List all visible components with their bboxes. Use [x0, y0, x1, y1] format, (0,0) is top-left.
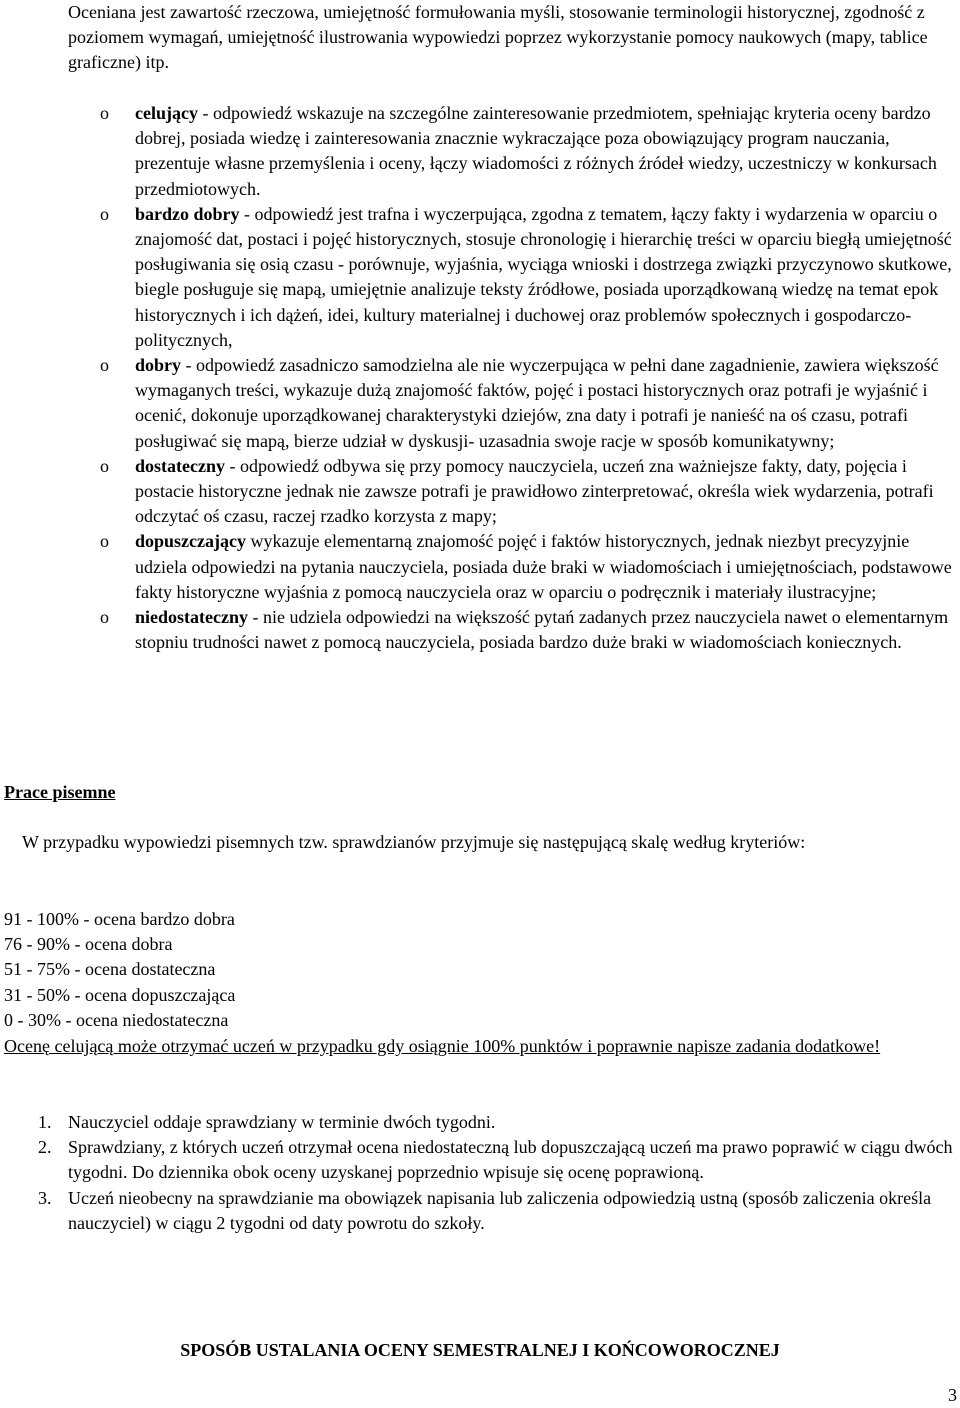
grade-description: wykazuje elementarną znajomość pojęć i faktów historycznych, jednak niezbyt precyzyjnie udziela odpowiedzi na pytania nauczyciela, posiada duże braki w wiadomościach i umiejętnościach, podstawowe fakty historyczne wyjaśnia z pomocą nauczyciela oraz w oparciu o podręcznik i materiały ilustracyjne; — [135, 531, 952, 602]
rule-text: Nauczyciel oddaje sprawdziany w terminie dwóch tygodni. — [68, 1112, 496, 1132]
scale-row: 0 - 30% - ocena niedostateczna — [4, 1009, 229, 1030]
grade-term: niedostateczny — [135, 607, 248, 628]
grade-term: celujący — [135, 103, 198, 123]
bullet-icon: o — [100, 203, 109, 224]
rule-text: Sprawdziany, z których uczeń otrzymał ocena niedostateczną lub dopuszczającą uczeń ma prawo poprawić w ciągu dwóch tygodni. Do dziennika obok oceny uzyskanej poprzednio wpisuje się ocenę poprawioną. — [68, 1137, 953, 1183]
list-item — [38, 1186, 960, 1236]
list-item — [100, 605, 960, 655]
scale-row: 76 - 90% - ocena dobra — [4, 934, 173, 955]
written-work-intro: W przypadku wypowiedzi pisemnych tzw. sprawdzianów przyjmuje się następującą skalę według kryteriów: — [22, 832, 806, 852]
section-title: SPOSÓB USTALANIA OCENY SEMESTRALNEJ I KOŃCOWOROCZNEJ — [180, 1340, 780, 1360]
scale-row: 51 - 75% - ocena dostateczna — [4, 959, 216, 980]
list-item — [100, 529, 960, 605]
intro-paragraph: Oceniana jest zawartość rzeczowa, umiejętność formułowania myśli, stosowanie terminologii historycznej, zgodność z poziomem wymagań, umiejętność ilustrowania wypowiedzi poprzez wykorzystanie pomocy naukowych (mapy, tablice graficzne) itp. — [68, 2, 928, 73]
bullet-icon: o — [100, 607, 109, 628]
top-grade-note: Ocenę celującą może otrzymać uczeń w przypadku gdy osiągnie 100% punktów i poprawnie napisze zadania dodatkowe! — [4, 1036, 881, 1056]
bullet-icon: o — [100, 455, 109, 476]
oral-grade-criteria-list — [100, 101, 960, 655]
grade-term: dostateczny — [135, 455, 225, 476]
grade-description: - odpowiedź wskazuje na szczególne zainteresowanie przedmiotem, spełniając kryteria oceny bardzo dobrej, posiada wiedzę i zainteresowania znacznie wykraczające poza obowiązujący program nauczania, prezentuje własne przemyślenia i oceny, łączy wiadomości z różnych źródeł wiedzy, uczestniczy w konkursach przedmiotowych. — [135, 103, 937, 199]
written-work-heading: Prace pisemne — [4, 782, 116, 802]
rule-number: 2. — [38, 1137, 52, 1158]
rule-number: 3. — [38, 1187, 52, 1208]
grading-scale — [4, 907, 944, 1033]
page-number: 3 — [948, 1385, 957, 1405]
scale-row: 31 - 50% - ocena dopuszczająca — [4, 984, 236, 1005]
rule-text: Uczeń nieobecny na sprawdzianie ma obowiązek napisania lub zaliczenia odpowiedzią ustną (sposób zaliczenia określa nauczyciel) w ciągu 2 tygodni od daty powrotu do szkoły. — [68, 1187, 932, 1233]
list-item — [38, 1110, 960, 1135]
list-item — [100, 454, 960, 530]
grade-description: - odpowiedź zasadniczo samodzielna ale nie wyczerpująca w pełni dane zagadnienie, zawiera większość wymaganych treści, wykazuje dużą znajomość faktów, pojęć i postaci historycznych oraz potrafi je wyjaśnić i ocenić, dokonuje uporządkowanej charakterystyki dziejów, zna daty i potrafi je nanieść na oś czasu, potrafi posługiwać się mapą, bierze udział w dyskusji- uzasadnia swoje racje w sposób komunikatywny; — [135, 355, 939, 451]
grade-term: dobry — [135, 355, 182, 376]
grade-term: bardzo dobry — [135, 203, 240, 224]
rules-list — [38, 1110, 960, 1236]
rule-number: 1. — [38, 1112, 52, 1132]
bullet-icon: o — [100, 531, 109, 552]
grade-description: - nie udziela odpowiedzi na większość pytań zadanych przez nauczyciela nawet o elementarnym stopniu trudności nawet z pomocą nauczyciela, posiada bardzo duże braki w wiadomościach koniecznych. — [135, 607, 949, 653]
list-item — [38, 1135, 960, 1185]
list-item — [100, 202, 960, 353]
grade-description: - odpowiedź jest trafna i wyczerpująca, zgodna z tematem, łączy fakty i wydarzenia w oparciu o znajomość dat, postaci i pojęć historycznych, stosuje chronologię i hierarchię treści w oparciu biegłą umiejętność posługiwania się osią czasu - porównuje, wyjaśnia, wyciąga wnioski i dostrzega związki przyczynowo skutkowe, biegle posługuje się mapą, umiejętnie analizuje teksty źródłowe, posiada uporządkowaną wiedzę na temat epok historycznych i ich dążeń, idei, kultury materialnej i duchowej oraz problemów społecznych i gospodarczo- politycznych, — [135, 203, 952, 350]
list-item — [100, 101, 960, 202]
list-item — [100, 353, 960, 454]
grade-term: dopuszczający — [135, 531, 246, 552]
grade-description: - odpowiedź odbywa się przy pomocy nauczyciela, uczeń zna ważniejsze fakty, daty, pojęcia i postacie historyczne jednak nie zawsze potrafi je prawidłowo zinterpretować, określa wiek wydarzenia, potrafi odczytać oś czasu, raczej rzadko korzysta z mapy; — [135, 455, 934, 527]
bullet-icon: o — [100, 103, 109, 123]
scale-row: 91 - 100% - ocena bardzo dobra — [4, 909, 235, 929]
bullet-icon: o — [100, 355, 109, 376]
